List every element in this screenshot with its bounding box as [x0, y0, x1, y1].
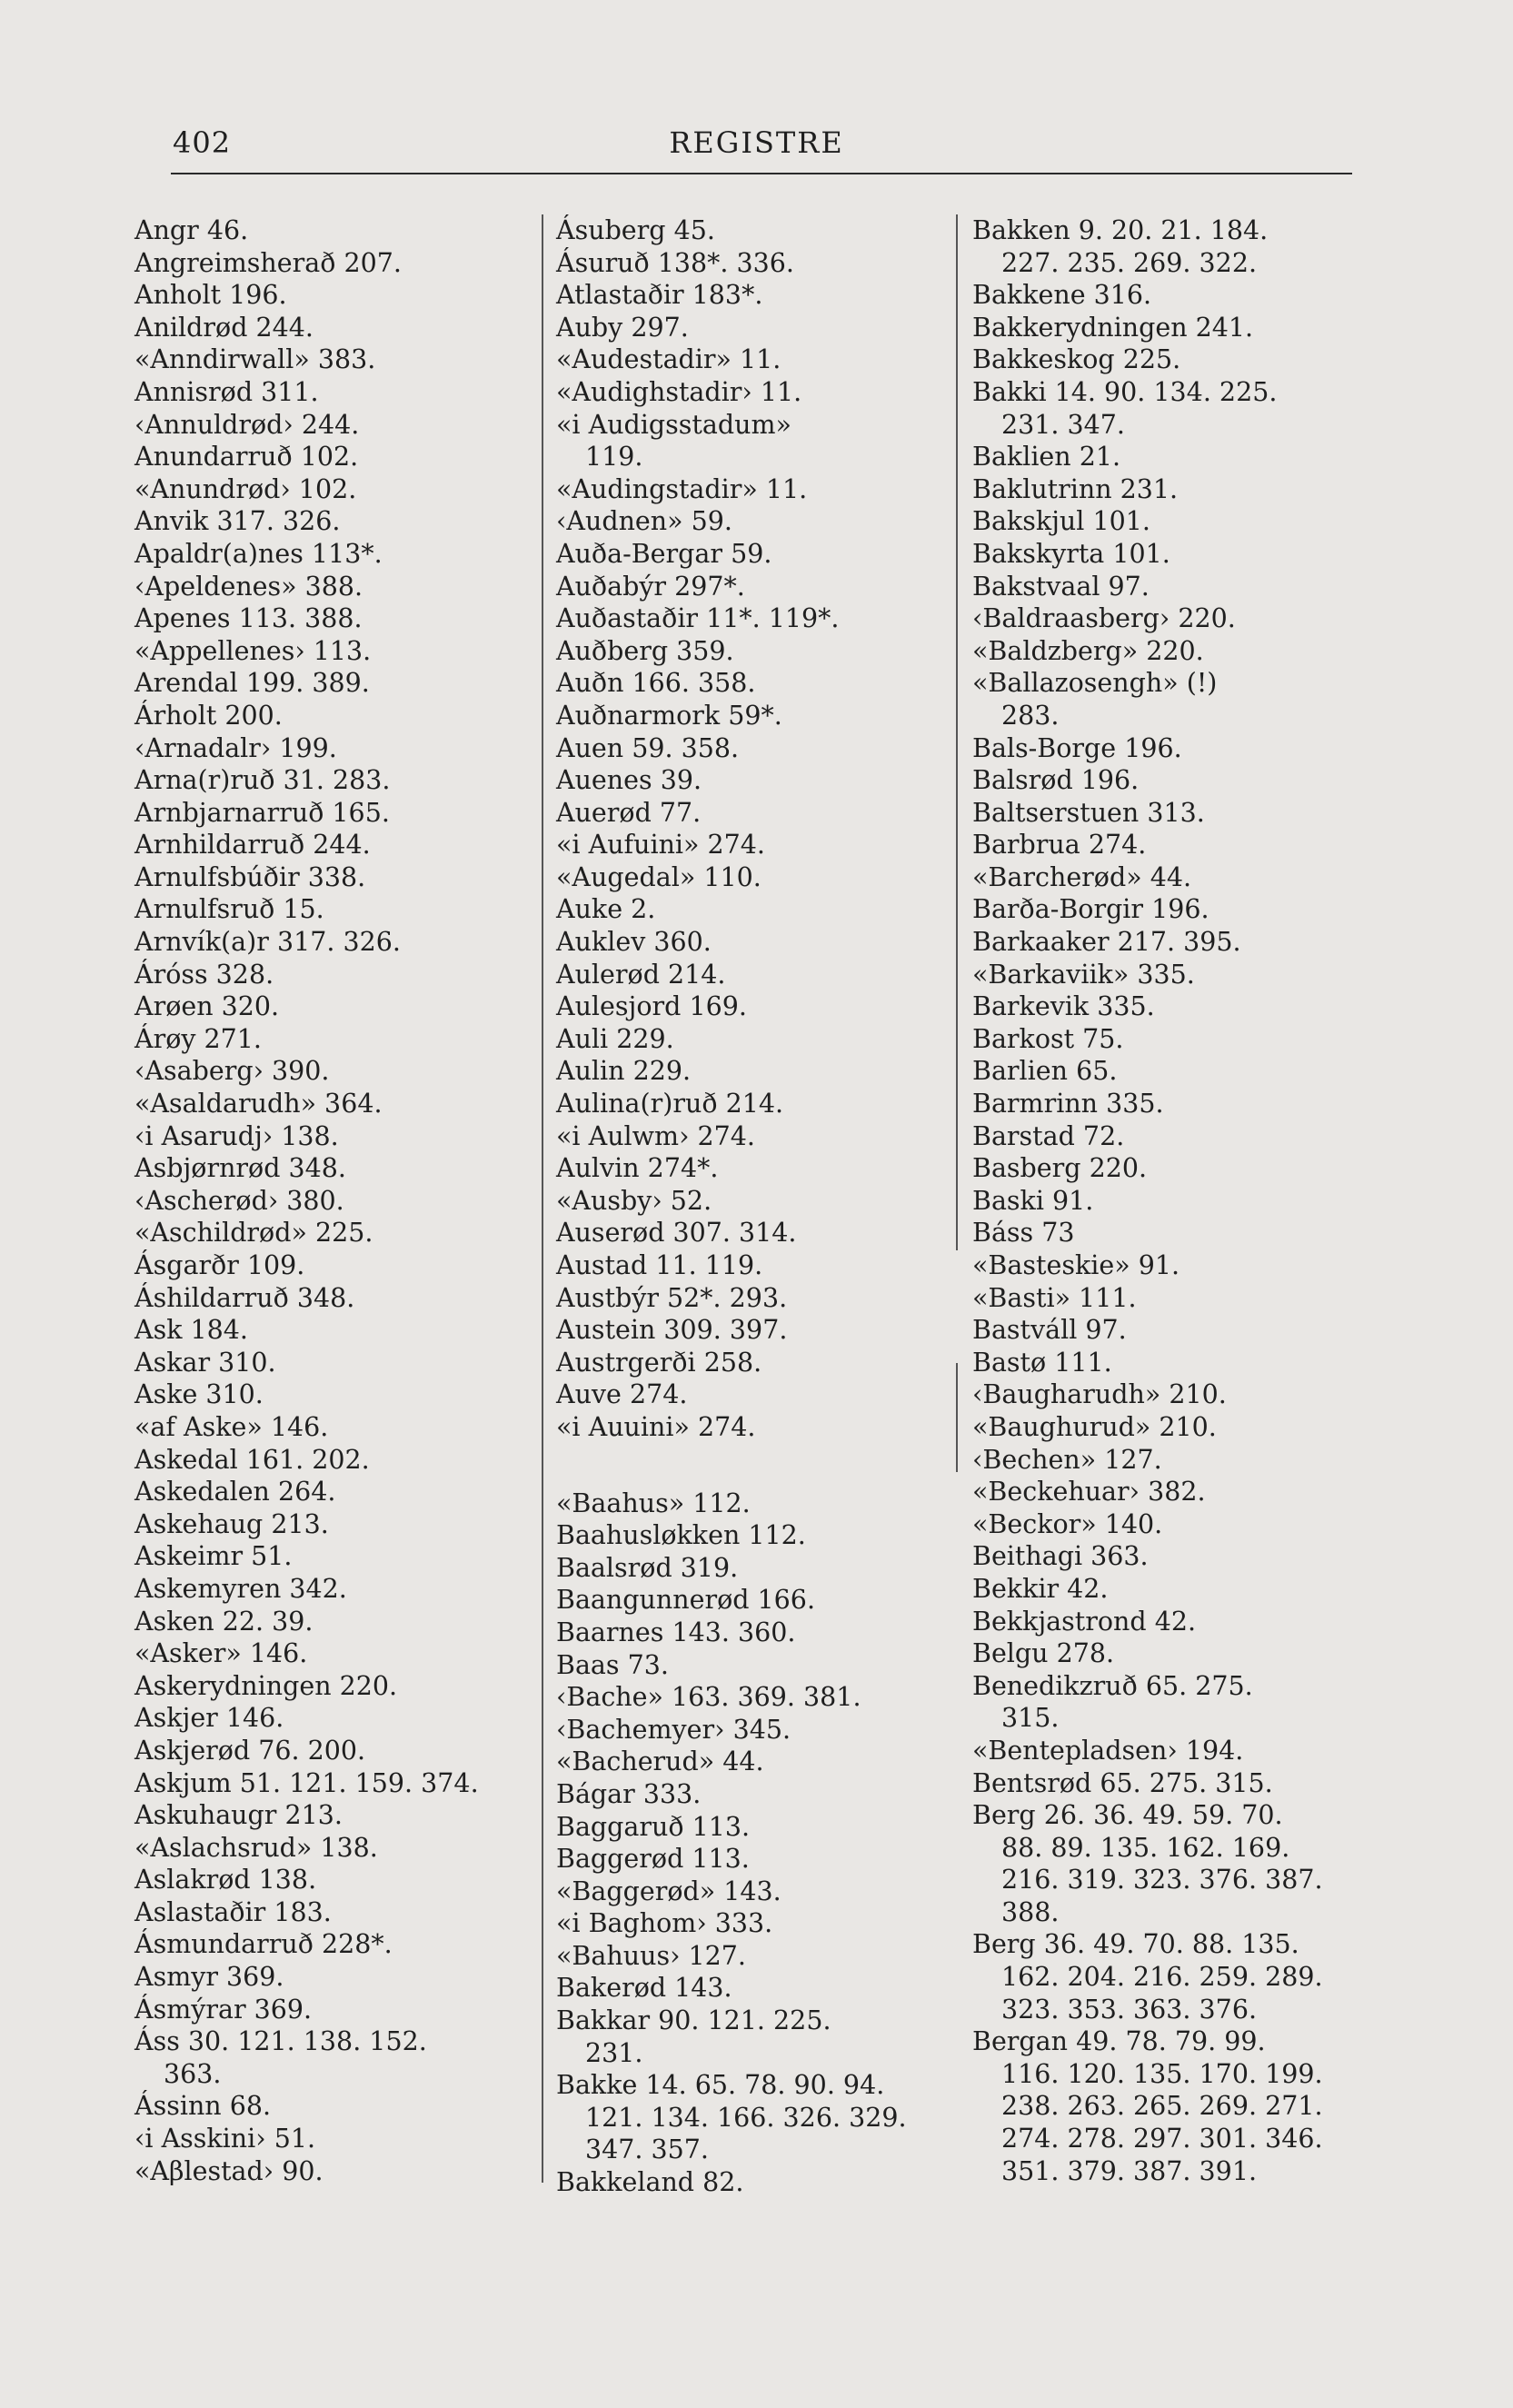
index-entry: Barmrinn 335. — [972, 1089, 1164, 1119]
index-entry: «Beckor» 140. — [972, 1508, 1163, 1539]
index-column-2 — [556, 214, 938, 2198]
index-entry: Auenes 39. — [556, 765, 702, 796]
index-column-3 — [972, 214, 1381, 2195]
index-entry-continuation: 216. 319. 323. 376. 387. — [1001, 1865, 1323, 1896]
index-entry-continuation: 351. 379. 387. 391. — [1001, 2155, 1258, 2186]
index-entry-continuation: 227. 235. 269. 322. — [1001, 247, 1258, 278]
index-entry: Askemyren 342. — [134, 1573, 347, 1604]
index-entry: Auke 2. — [556, 894, 656, 925]
index-entry: Ásmýrar 369. — [134, 1994, 313, 2025]
index-column-1 — [134, 214, 531, 2195]
index-entry: Áshildarruð 348. — [134, 1282, 355, 1313]
index-entry: Askar 310. — [134, 1347, 276, 1378]
index-entry-continuation: 231. 347. — [1001, 409, 1125, 440]
index-entry: Austbýr 52*. 293. — [556, 1282, 788, 1313]
index-entry: Aulerød 214. — [556, 959, 726, 990]
index-entry: Askjum 51. 121. 159. 374. — [134, 1767, 479, 1798]
index-entry: «Aschildrød» 225. — [134, 1218, 373, 1249]
index-entry: Bakkeland 82. — [556, 2167, 744, 2198]
index-entry: Auðnarmork 59*. — [556, 700, 782, 731]
index-entry: Balsrød 196. — [972, 765, 1140, 796]
index-entry: ‹Apeldenes» 388. — [134, 571, 363, 602]
index-entry: Bágar 333. — [556, 1778, 702, 1809]
index-entry: «i Auuini» 274. — [556, 1411, 756, 1442]
index-entry: «Audingstadir» 11. — [556, 473, 808, 504]
index-entry: Bekkjastrond 42. — [972, 1606, 1197, 1637]
index-entry: Bakken 9. 20. 21. 184. — [972, 215, 1269, 245]
index-entry: Árholt 200. — [134, 700, 283, 731]
index-entry: «Audestadir» 11. — [556, 344, 781, 375]
index-entry: «Anndirwall» 383. — [134, 344, 376, 375]
index-entry: «Asaldarudh» 364. — [134, 1089, 383, 1119]
index-entry: ‹i Asskini› 51. — [134, 2124, 316, 2154]
index-entry: Baangunnerød 166. — [556, 1585, 815, 1616]
index-entry: Arendal 199. 389. — [134, 668, 370, 699]
index-entry: ‹Audnen» 59. — [556, 506, 732, 537]
index-entry: ‹Bachemyer› 345. — [556, 1714, 791, 1745]
index-entry: Barkevik 335. — [972, 991, 1155, 1022]
page-number: 402 — [173, 125, 232, 160]
index-entry: Baahusløkken 112. — [556, 1520, 806, 1551]
index-entry: Angreimsherað 207. — [134, 247, 402, 278]
index-entry: «Bahuus› 127. — [556, 1940, 746, 1971]
index-entry: Askuhaugr 213. — [134, 1800, 343, 1831]
index-entry: Beithagi 363. — [972, 1541, 1149, 1572]
index-entry: Aulina(r)ruð 214. — [556, 1089, 784, 1119]
column-divider — [956, 214, 958, 1250]
index-entry: Asbjørnrød 348. — [134, 1153, 346, 1184]
index-entry: «Audighstadir› 11. — [556, 376, 802, 407]
index-entry-continuation: 274. 278. 297. 301. 346. — [1001, 2124, 1323, 2154]
index-entry: Aslakrød 138. — [134, 1865, 317, 1896]
index-entry-continuation: 119. — [585, 442, 643, 473]
index-entry: Auby 297. — [556, 312, 689, 343]
index-entry: Anholt 196. — [134, 280, 287, 311]
index-entry-continuation: 283. — [1001, 700, 1060, 731]
index-entry: Auve 274. — [556, 1379, 688, 1410]
index-entry: Bakskyrta 101. — [972, 538, 1170, 569]
index-entry: Berg 26. 36. 49. 59. 70. — [972, 1800, 1283, 1831]
index-entry: Bakki 14. 90. 134. 225. — [972, 376, 1278, 407]
index-entry-continuation: 231. — [585, 2037, 643, 2068]
header-rule — [171, 173, 1352, 174]
index-entry-continuation: 121. 134. 166. 326. 329. — [585, 2102, 907, 2133]
index-entry: Baarnes 143. 360. — [556, 1617, 796, 1647]
index-entry: «Aslachsrud» 138. — [134, 1832, 378, 1863]
index-entry: Auða-Bergar 59. — [556, 538, 772, 569]
index-entry: Baalsrød 319. — [556, 1552, 739, 1583]
index-entry: Auerød 77. — [556, 797, 702, 828]
index-entry: Bakkerydningen 241. — [972, 312, 1254, 343]
index-entry: Auli 229. — [556, 1023, 674, 1054]
index-entry: Auðn 166. 358. — [556, 668, 756, 699]
index-entry: Baas 73. — [556, 1649, 669, 1680]
index-entry: Anildrød 244. — [134, 312, 314, 343]
index-entry: «Baggerød» 143. — [556, 1876, 781, 1906]
index-entry: Auklev 360. — [556, 927, 712, 958]
index-entry: Asken 22. 39. — [134, 1606, 314, 1637]
index-entry: Asmyr 369. — [134, 1962, 284, 1993]
index-entry: Bakerød 143. — [556, 1973, 732, 2004]
index-entry: Apaldr(a)nes 113*. — [134, 538, 383, 569]
index-entry: Bekkir 42. — [972, 1573, 1109, 1604]
index-entry: Arøen 320. — [134, 991, 280, 1022]
index-entry: ‹Baldraasberg› 220. — [972, 603, 1236, 634]
index-entry: Ásmundarruð 228*. — [134, 1929, 393, 1960]
index-entry: Benedikzruð 65. 275. — [972, 1670, 1253, 1701]
index-entry: Bastváll 97. — [972, 1315, 1127, 1346]
index-entry-continuation: 388. — [1001, 1896, 1060, 1927]
index-entry: Aulesjord 169. — [556, 991, 747, 1022]
index-entry: Auserød 307. 314. — [556, 1218, 797, 1249]
index-entry: «i Aufuini» 274. — [556, 830, 765, 861]
index-entry: ‹i Asarudj› 138. — [134, 1120, 339, 1151]
index-entry: Auðabýr 297*. — [556, 571, 745, 602]
index-entry-continuation: 238. 263. 265. 269. 271. — [1001, 2091, 1323, 2122]
index-entry: Berg 36. 49. 70. 88. 135. — [972, 1929, 1299, 1960]
index-entry: «Augedal» 110. — [556, 861, 761, 892]
index-entry: «Asker» 146. — [134, 1638, 308, 1669]
index-entry: Arnulfsruð 15. — [134, 894, 324, 925]
index-entry: Aulin 229. — [556, 1056, 692, 1087]
index-entry: Baklien 21. — [972, 442, 1121, 473]
index-entry: ‹Bechen» 127. — [972, 1444, 1162, 1475]
index-entry: Aulvin 274*. — [556, 1153, 719, 1184]
index-entry: «af Aske» 146. — [134, 1411, 329, 1442]
index-entry: Askeimr 51. — [134, 1541, 293, 1572]
index-entry: «i Baghom› 333. — [556, 1908, 773, 1939]
index-entry: «Aβlestad› 90. — [134, 2155, 324, 2186]
index-entry: Bakkar 90. 121. 225. — [556, 2005, 831, 2036]
index-entry: Ásgarðr 109. — [134, 1250, 305, 1280]
index-entry: Ássinn 68. — [134, 2091, 272, 2122]
index-entry: «Beckehuar› 382. — [972, 1477, 1206, 1507]
index-entry: Austad 11. 119. — [556, 1250, 763, 1280]
index-entry: Bakkeskog 225. — [972, 344, 1181, 375]
index-entry: Áróss 328. — [134, 959, 274, 990]
index-entry: Bentsrød 65. 275. 315. — [972, 1767, 1273, 1798]
index-entry: «Appellenes› 113. — [134, 635, 372, 666]
index-entry: «Barkaviik» 335. — [972, 959, 1195, 990]
index-entry-continuation: 162. 204. 216. 259. 289. — [1001, 1962, 1323, 1993]
index-entry: Bakke 14. 65. 78. 90. 94. — [556, 2070, 885, 2101]
index-entry: Baklutrinn 231. — [972, 473, 1179, 504]
index-entry: Barstad 72. — [972, 1120, 1125, 1151]
index-entry: Baggerød 113. — [556, 1844, 750, 1875]
index-entry: Barkost 75. — [972, 1023, 1124, 1054]
index-entry: Aslastaðir 183. — [134, 1896, 332, 1927]
running-head: REGISTRE — [669, 125, 844, 160]
index-entry: Bakstvaal 97. — [972, 571, 1150, 602]
index-entry: Auðastaðir 11*. 119*. — [556, 603, 840, 634]
column-divider — [956, 1363, 958, 1472]
index-entry: Arnhildarruð 244. — [134, 830, 371, 861]
index-entry: Askjerød 76. 200. — [134, 1735, 366, 1766]
index-entry: Belgu 278. — [972, 1638, 1115, 1669]
index-entry: «Bacherud» 44. — [556, 1746, 764, 1777]
index-entry: Bakkene 316. — [972, 280, 1152, 311]
index-entry: Anundarruð 102. — [134, 442, 359, 473]
index-entry: Arnvík(a)r 317. 326. — [134, 927, 401, 958]
index-entry-continuation: 323. 353. 363. 376. — [1001, 1994, 1258, 2025]
index-entry-continuation: 88. 89. 135. 162. 169. — [1001, 1832, 1290, 1863]
index-entry: Bals-Borge 196. — [972, 732, 1182, 763]
index-entry: Arna(r)ruð 31. 283. — [134, 765, 391, 796]
index-entry: Barbrua 274. — [972, 830, 1147, 861]
index-entry: Aske 310. — [134, 1379, 264, 1410]
index-entry-continuation: 116. 120. 135. 170. 199. — [1001, 2058, 1323, 2089]
index-entry: Auðberg 359. — [556, 635, 734, 666]
index-entry: Árøy 271. — [134, 1023, 262, 1054]
index-entry: Basberg 220. — [972, 1153, 1148, 1184]
index-entry: Askjer 146. — [134, 1703, 284, 1734]
index-entry: «Anundrød› 102. — [134, 473, 357, 504]
index-entry: Barða-Borgir 196. — [972, 894, 1209, 925]
index-entry: Askerydningen 220. — [134, 1670, 398, 1701]
index-entry: «Ballazosengh» (!) — [972, 668, 1218, 699]
index-entry: ‹Arnadalr› 199. — [134, 732, 337, 763]
index-entry: Anvik 317. 326. — [134, 506, 341, 537]
index-entry: Barlien 65. — [972, 1056, 1118, 1087]
index-entry-continuation: 363. — [164, 2058, 222, 2089]
index-entry: Auen 59. 358. — [556, 732, 740, 763]
index-entry: «i Aulwm› 274. — [556, 1120, 755, 1151]
index-entry: Áss 30. 121. 138. 152. — [134, 2026, 427, 2057]
index-entry: Askedalen 264. — [134, 1477, 336, 1507]
index-entry: Austrgerði 258. — [556, 1347, 762, 1378]
index-entry: «Basti» 111. — [972, 1282, 1137, 1313]
index-entry: Ask 184. — [134, 1315, 248, 1346]
index-entry: Báss 73 — [972, 1218, 1075, 1249]
index-entry: «i Audigsstadum» — [556, 409, 791, 440]
index-entry: ‹Ascherød› 380. — [134, 1185, 344, 1216]
index-entry: Baggaruð 113. — [556, 1811, 751, 1842]
index-entry: Bergan 49. 78. 79. 99. — [972, 2026, 1266, 2057]
index-entry-continuation: 315. — [1001, 1703, 1060, 1734]
index-entry: Askehaug 213. — [134, 1508, 329, 1539]
index-entry: Angr 46. — [134, 215, 249, 245]
index-entry: Bakskjul 101. — [972, 506, 1150, 537]
index-entry: Arnulfsbúðir 338. — [134, 861, 366, 892]
index-entry: «Basteskie» 91. — [972, 1250, 1180, 1280]
index-entry: «Barcherød» 44. — [972, 861, 1192, 892]
index-entry: ‹Baugharudh» 210. — [972, 1379, 1227, 1410]
index-entry: Baski 91. — [972, 1185, 1094, 1216]
index-entry: Barkaaker 217. 395. — [972, 927, 1241, 958]
index-entry: «Baughurud» 210. — [972, 1411, 1217, 1442]
index-entry: ‹Asaberg› 390. — [134, 1056, 330, 1087]
index-entry: Atlastaðir 183*. — [556, 280, 763, 311]
index-entry: Baltserstuen 313. — [972, 797, 1205, 828]
index-entry: Askedal 161. 202. — [134, 1444, 370, 1475]
index-entry: ‹Annuldrød› 244. — [134, 409, 360, 440]
index-entry: ‹Bache» 163. 369. 381. — [556, 1682, 861, 1713]
index-entry: Arnbjarnarruð 165. — [134, 797, 390, 828]
index-entry: Ásuruð 138*. 336. — [556, 247, 794, 278]
column-divider — [542, 214, 543, 2183]
index-entry: «Baahus» 112. — [556, 1488, 751, 1518]
index-entry: «Bentepladsen› 194. — [972, 1735, 1244, 1766]
index-entry: Austein 309. 397. — [556, 1315, 788, 1346]
index-entry: «Baldzberg» 220. — [972, 635, 1204, 666]
index-entry: Bastø 111. — [972, 1347, 1112, 1378]
index-entry: «Ausby› 52. — [556, 1185, 712, 1216]
index-entry: Annisrød 311. — [134, 376, 319, 407]
index-entry: Apenes 113. 388. — [134, 603, 363, 634]
index-entry-continuation: 347. 357. — [585, 2134, 709, 2165]
index-entry: Ásuberg 45. — [556, 215, 715, 245]
